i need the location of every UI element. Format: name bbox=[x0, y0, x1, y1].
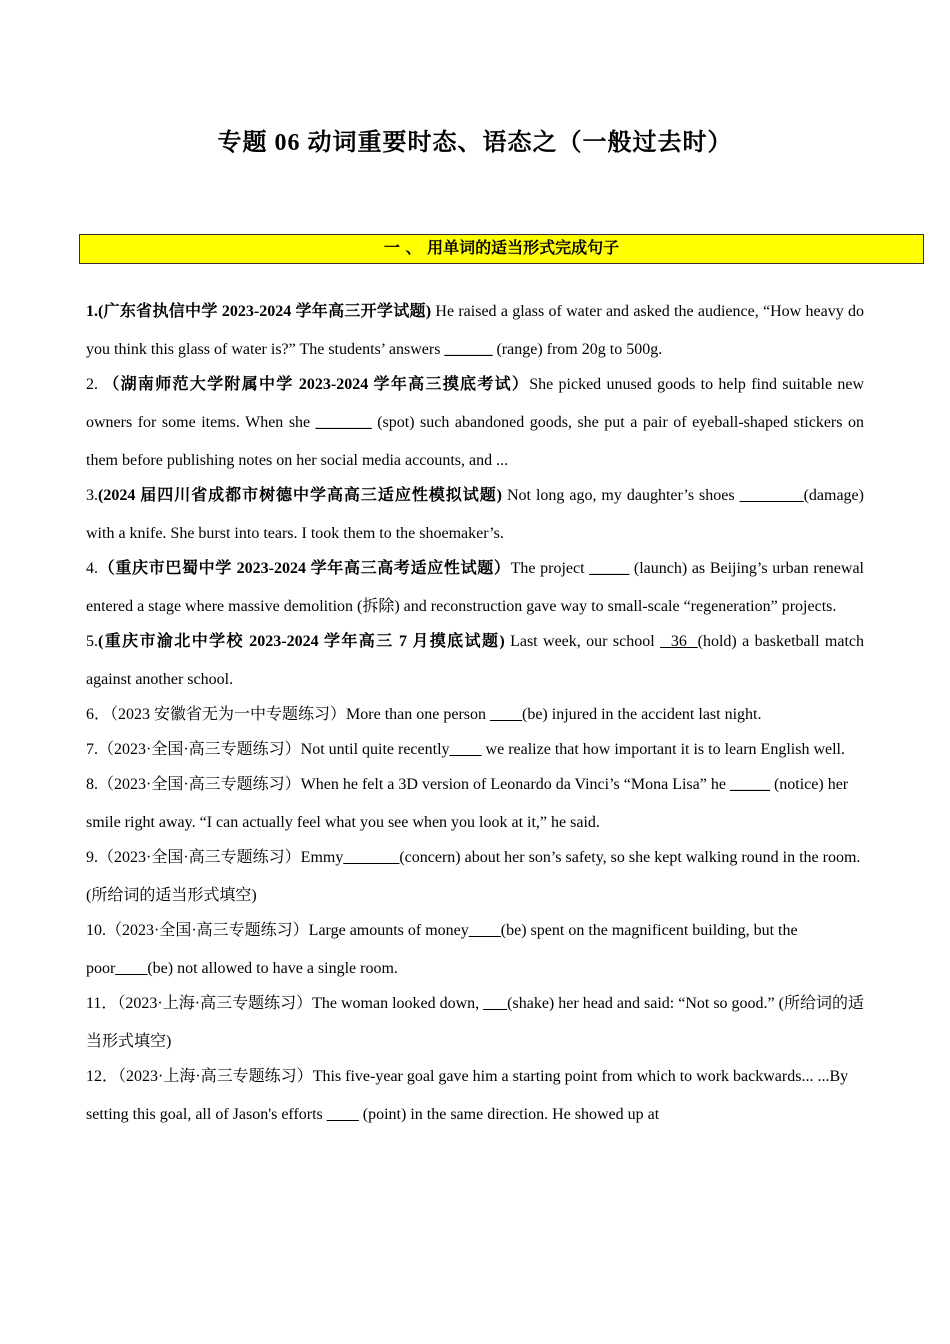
answer-blank[interactable]: 36 bbox=[660, 633, 698, 650]
question-source: （2023·全国·高三专题练习） bbox=[98, 849, 301, 866]
question-6 bbox=[86, 696, 864, 734]
answer-blank[interactable]: ___ bbox=[483, 995, 508, 1012]
answer-blank[interactable]: _____ bbox=[589, 560, 630, 577]
question-source: (广东省执信中学 2023-2024 学年高三开学试题) bbox=[98, 303, 432, 320]
question-number: 5. bbox=[86, 633, 98, 650]
answer-blank[interactable]: ____ bbox=[468, 922, 501, 939]
answer-blank[interactable]: ____ bbox=[490, 706, 522, 723]
question-source: （湖南师范大学附属中学 2023-2024 学年高三摸底考试） bbox=[103, 376, 530, 393]
question-number: 2. bbox=[86, 376, 98, 393]
question-text-rest-2: (be) not allowed to have a single room. bbox=[147, 960, 398, 977]
question-source: （2023·全国·高三专题练习） bbox=[98, 776, 301, 793]
question-text: Not until quite recently bbox=[300, 741, 450, 758]
question-text: The woman looked down, bbox=[312, 995, 484, 1012]
page-title: 专题 06 动词重要时态、语态之（一般过去时） bbox=[217, 130, 733, 156]
question-text: She picked unused goods to help find suitable new owners for some items. When she bbox=[86, 376, 865, 431]
question-source: （2023·上海·高三专题练习） bbox=[117, 995, 313, 1012]
question-text-rest: (launch) as Beijing’s urban renewal entered a stage where massive demolition (拆除) and reconstruction gave way to small-scale “regeneration” projects. bbox=[86, 560, 864, 615]
question-text-rest: we realize that how important it is to learn English well. bbox=[481, 741, 845, 758]
question-number: 7. bbox=[86, 741, 98, 758]
question-text: This five-year goal gave him a starting point from which to work backwards... ...By setting this goal, all of Jason's efforts bbox=[86, 1068, 849, 1123]
question-text: Not long ago, my daughter’s shoes bbox=[502, 487, 740, 504]
question-4 bbox=[86, 550, 864, 626]
question-text-rest: (hold) a basketball match against another school. bbox=[86, 633, 865, 688]
question-11 bbox=[86, 985, 864, 1061]
question-source: （2023·全国·高三专题练习） bbox=[106, 922, 309, 939]
question-9 bbox=[86, 839, 864, 915]
question-text: The project bbox=[510, 560, 590, 577]
question-text: When he felt a 3D version of Leonardo da Vinci’s “Mona Lisa” he bbox=[300, 776, 730, 793]
question-source: （2023·全国·高三专题练习） bbox=[98, 741, 301, 758]
question-number: 4. bbox=[86, 560, 98, 577]
question-10 bbox=[86, 912, 864, 988]
question-source: （2023 安徽省无为一中专题练习） bbox=[110, 706, 347, 723]
question-7 bbox=[86, 731, 864, 769]
question-number: 8. bbox=[86, 776, 98, 793]
question-source: (2024 届四川省成都市树德中学高高三适应性模拟试题) bbox=[98, 487, 502, 504]
question-number: 1. bbox=[86, 303, 98, 320]
question-text-rest: (damage) with a knife. She burst into tears. I took them to the shoemaker’s. bbox=[86, 487, 864, 542]
section-header: 一 、 用单词的适当形式完成句子 bbox=[79, 234, 924, 264]
question-text-rest: (be) injured in the accident last night. bbox=[522, 706, 762, 723]
question-number: 12． bbox=[86, 1068, 119, 1085]
question-1 bbox=[86, 293, 864, 369]
question-number: 10. bbox=[86, 922, 106, 939]
question-text-rest: (shake) her head and said: “Not so good.” (所给词的适当形式填空) bbox=[86, 995, 864, 1050]
answer-blank[interactable]: _______ bbox=[315, 414, 372, 431]
question-number: 9. bbox=[86, 849, 98, 866]
question-number: 11． bbox=[86, 995, 118, 1012]
question-text-rest: (concern) about her son’s safety, so she kept walking round in the room. (所给词的适当形式填空) bbox=[86, 849, 861, 904]
question-number: 6． bbox=[86, 706, 111, 723]
question-12 bbox=[86, 1058, 864, 1134]
question-3 bbox=[86, 477, 864, 553]
answer-blank[interactable]: ____ bbox=[326, 1106, 359, 1123]
question-source: （2023·上海·高三专题练习） bbox=[118, 1068, 313, 1085]
question-source: （重庆市巴蜀中学 2023-2024 学年高三高考适应性试题） bbox=[98, 560, 511, 577]
answer-blank[interactable]: _____ bbox=[729, 776, 770, 793]
question-2 bbox=[86, 366, 864, 480]
question-source: (重庆市渝北中学校 2023-2024 学年高三 7 月摸底试题) bbox=[98, 633, 505, 650]
question-text: Emmy bbox=[300, 849, 344, 866]
answer-blank[interactable]: ________ bbox=[739, 487, 804, 504]
question-8 bbox=[86, 766, 864, 842]
question-text-rest: (be) spent on the magnificent building, but the poor bbox=[86, 922, 798, 977]
question-text-rest: (notice) her smile right away. “I can actually feel what you see when you look at it,” he said. bbox=[86, 776, 849, 831]
answer-blank[interactable]: ______ bbox=[444, 341, 493, 358]
question-number: 3. bbox=[86, 487, 98, 504]
question-list bbox=[86, 293, 864, 1131]
question-text: Large amounts of money bbox=[308, 922, 469, 939]
answer-blank[interactable]: _______ bbox=[343, 849, 400, 866]
question-text: Last week, our school bbox=[504, 633, 661, 650]
question-5 bbox=[86, 623, 864, 699]
answer-blank[interactable]: ____ bbox=[449, 741, 482, 758]
question-text: More than one person bbox=[346, 706, 490, 723]
question-text: He raised a glass of water and asked the audience, “How heavy do you think this glass of water is?” The students’ answers bbox=[86, 303, 864, 358]
question-text-rest: (range) from 20g to 500g. bbox=[492, 341, 663, 358]
question-text-rest: (spot) such abandoned goods, she put a pair of eyeball-shaped stickers on them before publishing notes on her social media accounts, and ... bbox=[86, 414, 865, 469]
question-text-rest: (point) in the same direction. He showed up at bbox=[358, 1106, 660, 1123]
answer-blank-2[interactable]: ____ bbox=[115, 960, 148, 977]
